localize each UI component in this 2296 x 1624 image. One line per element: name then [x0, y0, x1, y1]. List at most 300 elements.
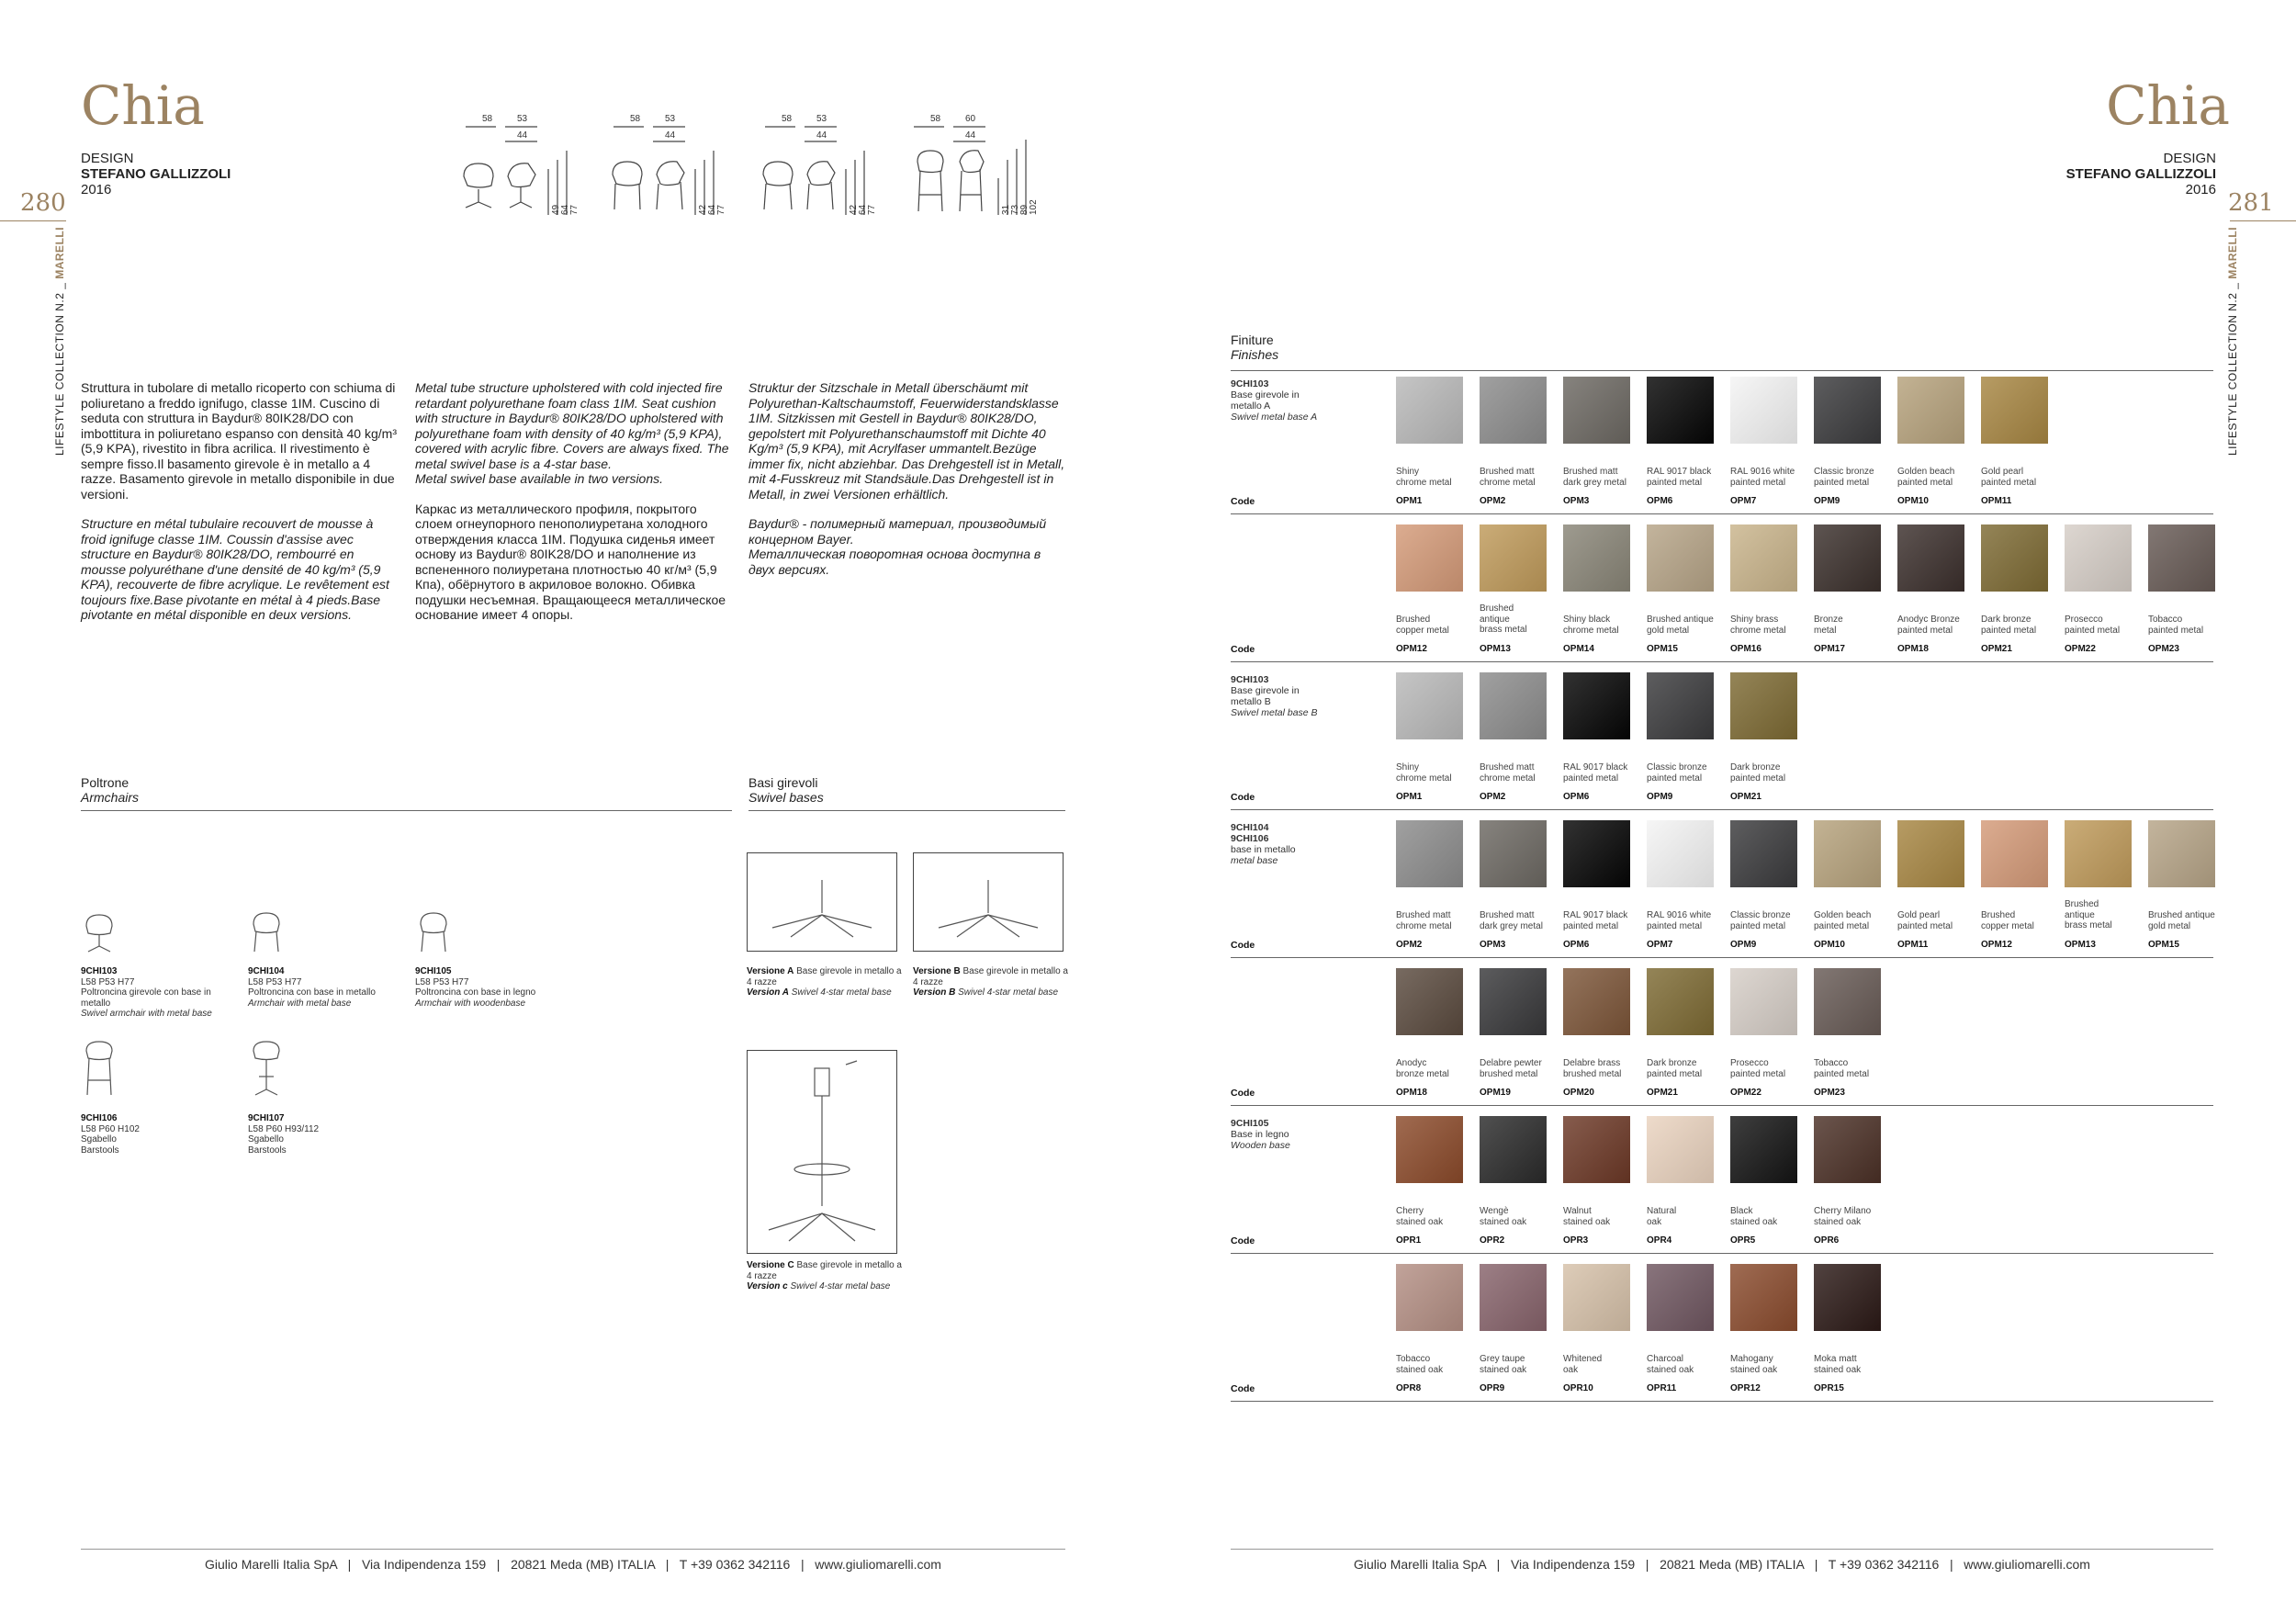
- finish-group-line: base in metallo: [1231, 844, 1296, 855]
- product-code: 9CHI104: [248, 966, 285, 976]
- dim-h-1c: 77: [569, 204, 580, 215]
- finish-swatch-opm18[interactable]: [1396, 968, 1463, 1035]
- finish-row-rule: [1231, 1105, 2213, 1106]
- finish-code: OPM15: [2148, 940, 2179, 950]
- code-row-label: Code: [1231, 1088, 1255, 1099]
- finish-label-line: Shiny: [1396, 762, 1420, 773]
- base-version-it: Versione C: [747, 1260, 794, 1270]
- finish-code: OPR15: [1814, 1383, 1844, 1393]
- base-drawing-version-a: [747, 852, 897, 952]
- finish-code: OPR12: [1730, 1383, 1761, 1393]
- finish-label-line: painted metal: [1647, 920, 1703, 931]
- finish-code: OPM21: [1647, 1088, 1678, 1098]
- finish-swatch-opm22[interactable]: [2065, 524, 2132, 592]
- finish-label-line: chrome metal: [1563, 625, 1619, 636]
- dim-sub-3: 44: [816, 130, 827, 141]
- finish-label: [2065, 615, 2144, 636]
- finish-code: OPR10: [1563, 1383, 1593, 1393]
- finish-label-line: stained oak: [1480, 1364, 1527, 1375]
- finish-label-line: copper metal: [1396, 625, 1449, 636]
- finish-code: OPM2: [1480, 496, 1506, 506]
- finish-swatch-opm11[interactable]: [1897, 820, 1964, 887]
- finish-label: [1981, 910, 2060, 931]
- finish-label: [1480, 603, 1559, 636]
- finish-group-line: Base girevole in metallo A: [1231, 389, 1300, 412]
- product-dims: L58 P60 H102: [81, 1123, 140, 1134]
- finish-code: OPM21: [1730, 792, 1761, 802]
- finish-code: OPM2: [1480, 792, 1506, 802]
- finish-label: [2148, 615, 2227, 636]
- side-label-brand: MARELLI: [2226, 226, 2239, 279]
- finish-swatch-opm2[interactable]: [1396, 820, 1463, 887]
- bases-section-heading: [748, 775, 824, 805]
- finish-swatch-opm23[interactable]: [2148, 524, 2215, 592]
- finish-code: OPM7: [1647, 940, 1673, 950]
- footer-right: Giulio Marelli Italia SpA | Via Indipendenza 159 | 20821 Meda (MB) ITALIA | T +39 0362 342116 | www.giuliomarelli.com: [1354, 1557, 2090, 1572]
- finish-label-line: Anodyc Bronze: [1897, 615, 1960, 625]
- finish-swatch-opm6[interactable]: [1563, 672, 1630, 739]
- finish-swatch-opr6[interactable]: [1814, 1116, 1881, 1183]
- finish-group-line: 9CHI106: [1231, 833, 1269, 844]
- finish-code: OPM6: [1563, 792, 1590, 802]
- finish-swatch-opr3[interactable]: [1563, 1116, 1630, 1183]
- finish-label: [1563, 615, 1642, 636]
- finish-label: [1396, 762, 1475, 784]
- finish-swatch-opm12[interactable]: [1396, 524, 1463, 592]
- finish-swatch-opm18[interactable]: [1897, 524, 1964, 592]
- finish-swatch-opm3[interactable]: [1563, 377, 1630, 444]
- finish-group-info: [1231, 674, 1322, 718]
- finish-row-rule: [1231, 957, 2213, 958]
- product-dims: L58 P53 H77: [248, 976, 302, 987]
- finish-group-line: Wooden base: [1231, 1140, 1290, 1151]
- finish-code: OPR3: [1563, 1235, 1589, 1246]
- finish-swatch-opm9[interactable]: [1730, 820, 1797, 887]
- finish-swatch-opm14[interactable]: [1563, 524, 1630, 592]
- footer-rule-left: [81, 1549, 1065, 1550]
- finish-swatch-opm10[interactable]: [1814, 820, 1881, 887]
- finish-swatch-opm22[interactable]: [1730, 968, 1797, 1035]
- base-desc-it: Base girevole in metallo a 4 razze: [913, 966, 1068, 987]
- finish-label: [1647, 467, 1726, 488]
- dim-h-4c: 89: [1019, 204, 1030, 215]
- designer-name: STEFANO GALLIZZOLI: [81, 166, 231, 182]
- finish-label-line: painted metal: [1563, 920, 1619, 931]
- finish-label-line: painted metal: [1981, 477, 2037, 488]
- bases-subtitle: Swivel bases: [748, 790, 824, 805]
- finish-swatch-opr4[interactable]: [1647, 1116, 1714, 1183]
- finish-code: OPM23: [2148, 644, 2179, 654]
- finish-label-line: metal: [1814, 625, 1837, 636]
- finish-label: [1730, 1058, 1809, 1079]
- finish-group-info: [1231, 1118, 1322, 1151]
- product-info-9chi104: [248, 966, 404, 1009]
- finish-group-line: metal base: [1231, 855, 1278, 866]
- finish-swatch-opr10[interactable]: [1563, 1264, 1630, 1331]
- dim-d-4: 60: [965, 114, 976, 124]
- base-version-en: Version c: [747, 1281, 788, 1291]
- base-version-it: Versione A: [747, 966, 794, 976]
- finish-swatch-opr12[interactable]: [1730, 1264, 1797, 1331]
- finish-swatch-opm21[interactable]: [1647, 968, 1714, 1035]
- finish-label-line: Walnut: [1563, 1206, 1592, 1216]
- finish-code: OPM9: [1730, 940, 1757, 950]
- finish-swatch-opm15[interactable]: [2148, 820, 2215, 887]
- finish-label-line: copper metal: [1981, 920, 2034, 931]
- armchairs-section-heading: [81, 775, 139, 805]
- finish-code: OPM7: [1730, 496, 1757, 506]
- finish-label: [1814, 1206, 1893, 1227]
- description-russian-2: Baydur® - полимерный материал, производимый концерном Bayer.: [748, 516, 1047, 547]
- finish-code: OPM18: [1897, 644, 1929, 654]
- finish-row-rule: [1231, 513, 2213, 514]
- product-info-9chi107: [248, 1113, 404, 1156]
- finish-label-line: painted metal: [1647, 1068, 1703, 1079]
- finish-label: [1563, 467, 1642, 488]
- finish-label-line: Brushed matt: [1480, 762, 1535, 773]
- finish-label-line: stained oak: [1396, 1216, 1444, 1227]
- product-name-en: Swivel armchair with metal base: [81, 1009, 212, 1019]
- finish-label-line: chrome metal: [1480, 477, 1536, 488]
- dim-w-1: 58: [482, 114, 493, 124]
- finish-label-line: painted metal: [1730, 920, 1786, 931]
- finish-label: [1647, 1206, 1726, 1227]
- finish-group-line: Swivel metal base B: [1231, 707, 1318, 718]
- dim-w-4: 58: [930, 114, 941, 124]
- dim-h-4d: 102: [1029, 199, 1039, 215]
- finish-code: OPM16: [1730, 644, 1761, 654]
- finish-label-line: Brushed: [1480, 603, 1514, 614]
- finish-label-line: Tobacco: [1396, 1354, 1431, 1364]
- finish-label: [1563, 1206, 1642, 1227]
- finish-label: [1396, 615, 1475, 636]
- finish-label-line: Brushed antique: [2148, 910, 2215, 920]
- product-name-it: Poltroncina con base in legno: [415, 987, 536, 998]
- finish-code: OPM3: [1563, 496, 1590, 506]
- dim-sub-2: 44: [665, 130, 676, 141]
- product-thumb-9chi105: [417, 909, 450, 955]
- product-thumb-9chi107: [250, 1038, 283, 1099]
- finish-label: [1647, 615, 1726, 636]
- finish-swatch-opr1[interactable]: [1396, 1116, 1463, 1183]
- description-col-3: [748, 380, 1068, 592]
- finish-code: OPR2: [1480, 1235, 1505, 1246]
- base-desc-it: Base girevole in metallo a 4 razze: [747, 966, 902, 987]
- product-thumb-9chi104: [250, 909, 283, 955]
- finishes-rule: [1231, 370, 2213, 371]
- dim-h-2a: 42: [698, 204, 708, 215]
- code-row-label: Code: [1231, 1235, 1255, 1246]
- finish-label-line: Classic bronze: [1730, 910, 1791, 920]
- finish-code: OPM6: [1563, 940, 1590, 950]
- finish-code: OPM10: [1897, 496, 1929, 506]
- product-name-en: Armchair with woodenbase: [415, 998, 526, 1009]
- base-desc-it: Base girevole in metallo a 4 razze: [747, 1260, 902, 1281]
- finish-label: [1814, 615, 1893, 636]
- finish-label: [1647, 762, 1726, 784]
- finish-label-line: Delabre brass: [1563, 1058, 1621, 1068]
- finish-label-line: gold metal: [1647, 625, 1690, 636]
- base-desc-en: Swivel 4-star metal base: [790, 1281, 891, 1291]
- product-code: 9CHI103: [81, 966, 118, 976]
- finish-swatch-opm10[interactable]: [1897, 377, 1964, 444]
- chair-dimension-diagrams: [455, 114, 1070, 220]
- finish-label-line: Tobacco: [2148, 615, 2183, 625]
- finish-code: OPM3: [1480, 940, 1506, 950]
- finish-label-line: stained oak: [1563, 1216, 1611, 1227]
- finish-swatch-opm9[interactable]: [1647, 672, 1714, 739]
- design-label: DESIGN: [81, 151, 134, 166]
- finish-label-line: oak: [1647, 1216, 1662, 1227]
- base-desc-en: Swivel 4-star metal base: [791, 987, 892, 998]
- finish-code: OPM11: [1981, 496, 2012, 506]
- finish-swatch-opr8[interactable]: [1396, 1264, 1463, 1331]
- footer-left: Giulio Marelli Italia SpA | Via Indipendenza 159 | 20821 Meda (MB) ITALIA | T +39 0362 342116 | www.giuliomarelli.com: [205, 1557, 941, 1572]
- finish-swatch-opr9[interactable]: [1480, 1264, 1547, 1331]
- finish-label-line: Brushed: [1396, 615, 1431, 625]
- finish-label-line: brass metal: [1480, 625, 1527, 635]
- page-number-right: 281: [2228, 189, 2274, 217]
- finish-swatch-opr5[interactable]: [1730, 1116, 1797, 1183]
- finish-label-line: stained oak: [1814, 1216, 1862, 1227]
- finish-label-line: stained oak: [1647, 1364, 1694, 1375]
- finish-label: [1563, 1354, 1642, 1375]
- dim-d-1: 53: [517, 114, 528, 124]
- finish-label-line: oak: [1563, 1364, 1579, 1375]
- finish-label-line: Brushed antique: [1647, 615, 1714, 625]
- finish-label: [1396, 910, 1475, 931]
- finish-group-line: Base in legno: [1231, 1129, 1289, 1140]
- finish-code: OPM1: [1396, 496, 1423, 506]
- product-name-it: Poltroncina con base in metallo: [248, 987, 376, 998]
- finish-label: [2148, 910, 2227, 931]
- dim-h-1a: 49: [551, 204, 561, 215]
- finish-swatch-opm9[interactable]: [1814, 377, 1881, 444]
- dim-w-2: 58: [630, 114, 641, 124]
- finish-code: OPR11: [1647, 1383, 1677, 1393]
- finish-swatch-opm6[interactable]: [1563, 820, 1630, 887]
- finish-label-line: painted metal: [1897, 625, 1953, 636]
- finish-swatch-opm21[interactable]: [1730, 672, 1797, 739]
- finish-label-line: Grey taupe: [1480, 1354, 1525, 1364]
- finish-label-line: Delabre pewter: [1480, 1058, 1542, 1068]
- finish-label-line: Shiny black: [1563, 615, 1611, 625]
- finish-label-line: Brushed: [2065, 899, 2099, 909]
- finish-swatch-opm2[interactable]: [1480, 672, 1547, 739]
- finish-label-line: antique: [2065, 909, 2095, 920]
- finish-swatch-opm7[interactable]: [1647, 820, 1714, 887]
- finish-group-info: [1231, 378, 1322, 423]
- finish-code: OPR1: [1396, 1235, 1422, 1246]
- dim-h-3a: 42: [849, 204, 859, 215]
- finish-swatch-opm21[interactable]: [1981, 524, 2048, 592]
- base-version-en: Version A: [747, 987, 789, 998]
- finish-label: [1563, 1058, 1642, 1079]
- page-number-left: 280: [20, 189, 66, 217]
- finish-label-line: painted metal: [2065, 625, 2121, 636]
- finish-swatch-opr2[interactable]: [1480, 1116, 1547, 1183]
- finish-label-line: RAL 9017 black: [1647, 467, 1712, 477]
- finish-label-line: Brushed matt: [1480, 910, 1535, 920]
- finish-swatch-opm19[interactable]: [1480, 968, 1547, 1035]
- base-drawing-version-b: [913, 852, 1064, 952]
- finish-label-line: Mahogany: [1730, 1354, 1773, 1364]
- design-credit-right: [2066, 151, 2216, 197]
- finish-label-line: painted metal: [1814, 477, 1870, 488]
- finish-label-line: Brushed: [1981, 910, 2016, 920]
- finish-code: OPM21: [1981, 644, 2012, 654]
- finish-label-line: Golden beach: [1814, 910, 1872, 920]
- finish-swatch-opm17[interactable]: [1814, 524, 1881, 592]
- finish-label: [1981, 467, 2060, 488]
- finish-swatch-opr11[interactable]: [1647, 1264, 1714, 1331]
- finish-group-info: [1231, 822, 1322, 866]
- finish-label-line: Natural: [1647, 1206, 1677, 1216]
- armchairs-subtitle: Armchairs: [81, 790, 140, 805]
- product-code: 9CHI106: [81, 1113, 118, 1123]
- designer-name: STEFANO GALLIZZOLI: [2065, 166, 2216, 182]
- finish-label: [1480, 910, 1559, 931]
- product-dims: L58 P60 H93/112: [248, 1123, 320, 1134]
- finish-label-line: stained oak: [1730, 1364, 1778, 1375]
- finish-label-line: Dark bronze: [1981, 615, 2032, 625]
- finish-label: [1396, 1058, 1475, 1079]
- product-thumb-9chi106: [83, 1038, 116, 1099]
- finish-label-line: Dark bronze: [1730, 762, 1781, 773]
- finish-label: [1480, 762, 1559, 784]
- finishes-section-heading: [1231, 333, 1278, 362]
- side-label-brand: MARELLI: [53, 226, 66, 279]
- finish-label: [1396, 467, 1475, 488]
- finish-label-line: chrome metal: [1730, 625, 1786, 636]
- dim-w-3: 58: [782, 114, 793, 124]
- finish-label-line: stained oak: [1396, 1364, 1444, 1375]
- finish-label-line: Black: [1730, 1206, 1753, 1216]
- design-year: 2016: [81, 182, 112, 197]
- finish-code: OPM9: [1814, 496, 1840, 506]
- finish-label-line: RAL 9016 white: [1647, 910, 1712, 920]
- side-collection-label-left: [53, 227, 66, 456]
- dim-h-2c: 77: [716, 204, 726, 215]
- finish-label-line: gold metal: [2148, 920, 2191, 931]
- dim-sub-4: 44: [965, 130, 976, 141]
- finish-label: [1563, 910, 1642, 931]
- dim-h-4b: 73: [1010, 204, 1020, 215]
- finish-label: [1981, 615, 2060, 636]
- finish-label: [1814, 1354, 1893, 1375]
- design-credit-left: [81, 151, 231, 197]
- bases-title: Basi girevoli: [748, 775, 818, 790]
- dim-sub-1: 44: [517, 130, 528, 141]
- finish-swatch-opm1[interactable]: [1396, 672, 1463, 739]
- finish-label-line: RAL 9017 black: [1563, 762, 1628, 773]
- finish-label-line: Golden beach: [1897, 467, 1955, 477]
- page-title-right: Chia: [2106, 74, 2230, 137]
- description-english: Metal tube structure upholstered with cold injected fire retardant polyurethane foam class 1IM. Seat cushion with structure in Baydur® 80IK28/DO upholstered with polyurethane foam with density of 40 kg/m³ (5,9 KPA), covered with acrylic fibre. Covers are always fixed. The metal swivel base is a 4-star base.: [415, 380, 729, 471]
- finish-code: OPR5: [1730, 1235, 1756, 1246]
- finish-label-line: Cherry: [1396, 1206, 1424, 1216]
- finish-swatch-opm7[interactable]: [1730, 377, 1797, 444]
- finish-label: [1814, 910, 1893, 931]
- finish-swatch-opm12[interactable]: [1981, 820, 2048, 887]
- finish-code: OPR8: [1396, 1383, 1422, 1393]
- finish-label-line: stained oak: [1480, 1216, 1527, 1227]
- finish-code: OPM2: [1396, 940, 1423, 950]
- base-desc-en: Swivel 4-star metal base: [958, 987, 1059, 998]
- product-name-it: Poltroncina girevole con base in metallo: [81, 987, 211, 1009]
- finish-label: [1730, 910, 1809, 931]
- finish-swatch-opm13[interactable]: [2065, 820, 2132, 887]
- finish-label-line: chrome metal: [1396, 773, 1452, 784]
- finish-code: OPM23: [1814, 1088, 1845, 1098]
- finish-label: [1647, 1058, 1726, 1079]
- finish-label-line: painted metal: [1647, 477, 1703, 488]
- finish-label: [1897, 615, 1976, 636]
- finish-label-line: painted metal: [2148, 625, 2204, 636]
- page-number-rule-left: [0, 220, 66, 221]
- finish-label: [1563, 762, 1642, 784]
- finish-swatch-opm2[interactable]: [1480, 377, 1547, 444]
- base-info-version-a: [747, 966, 903, 998]
- design-year: 2016: [2185, 182, 2216, 197]
- finish-label-line: bronze metal: [1396, 1068, 1449, 1079]
- finish-code: OPM15: [1647, 644, 1678, 654]
- description-russian-3: Металлическая поворотная основа доступна в двух версиях.: [748, 547, 1041, 577]
- finish-label-line: Charcoal: [1647, 1354, 1684, 1364]
- finish-swatch-opm16[interactable]: [1730, 524, 1797, 592]
- finish-group-line: 9CHI103: [1231, 378, 1269, 389]
- finish-label: [1730, 467, 1809, 488]
- finish-code: OPM10: [1814, 940, 1845, 950]
- finish-label-line: Gold pearl: [1897, 910, 1941, 920]
- finish-label-line: painted metal: [1730, 1068, 1786, 1079]
- page-title-left: Chia: [81, 74, 205, 137]
- finish-swatch-opm3[interactable]: [1480, 820, 1547, 887]
- code-row-label: Code: [1231, 792, 1255, 803]
- finish-code: OPM12: [1396, 644, 1427, 654]
- base-version-en: Version B: [913, 987, 956, 998]
- finish-label: [1480, 1354, 1559, 1375]
- finish-swatch-opm15[interactable]: [1647, 524, 1714, 592]
- finish-label-line: antique: [1480, 614, 1510, 625]
- finish-label-line: Shiny brass: [1730, 615, 1779, 625]
- finish-swatch-opr15[interactable]: [1814, 1264, 1881, 1331]
- finish-swatch-opm1[interactable]: [1396, 377, 1463, 444]
- finish-swatch-opm11[interactable]: [1981, 377, 2048, 444]
- code-row-label: Code: [1231, 1383, 1255, 1394]
- product-info-9chi103: [81, 966, 237, 1020]
- finish-label-line: Brushed matt: [1480, 467, 1535, 477]
- finish-code: OPR4: [1647, 1235, 1672, 1246]
- finish-label-line: Dark bronze: [1647, 1058, 1697, 1068]
- finish-label-line: painted metal: [1981, 625, 2037, 636]
- finish-swatch-opm13[interactable]: [1480, 524, 1547, 592]
- finish-code: OPM11: [1897, 940, 1929, 950]
- finish-label-line: Moka matt: [1814, 1354, 1857, 1364]
- finish-row-rule: [1231, 661, 2213, 662]
- finish-swatch-opm6[interactable]: [1647, 377, 1714, 444]
- finish-label: [1396, 1206, 1475, 1227]
- finish-label: [1730, 762, 1809, 784]
- finish-label: [1814, 467, 1893, 488]
- finish-swatch-opm20[interactable]: [1563, 968, 1630, 1035]
- finish-swatch-opm23[interactable]: [1814, 968, 1881, 1035]
- base-info-version-b: [913, 966, 1069, 998]
- finish-code: OPM17: [1814, 644, 1845, 654]
- finish-label-line: RAL 9017 black: [1563, 910, 1628, 920]
- finish-label-line: Prosecco: [1730, 1058, 1769, 1068]
- finish-label: [1480, 467, 1559, 488]
